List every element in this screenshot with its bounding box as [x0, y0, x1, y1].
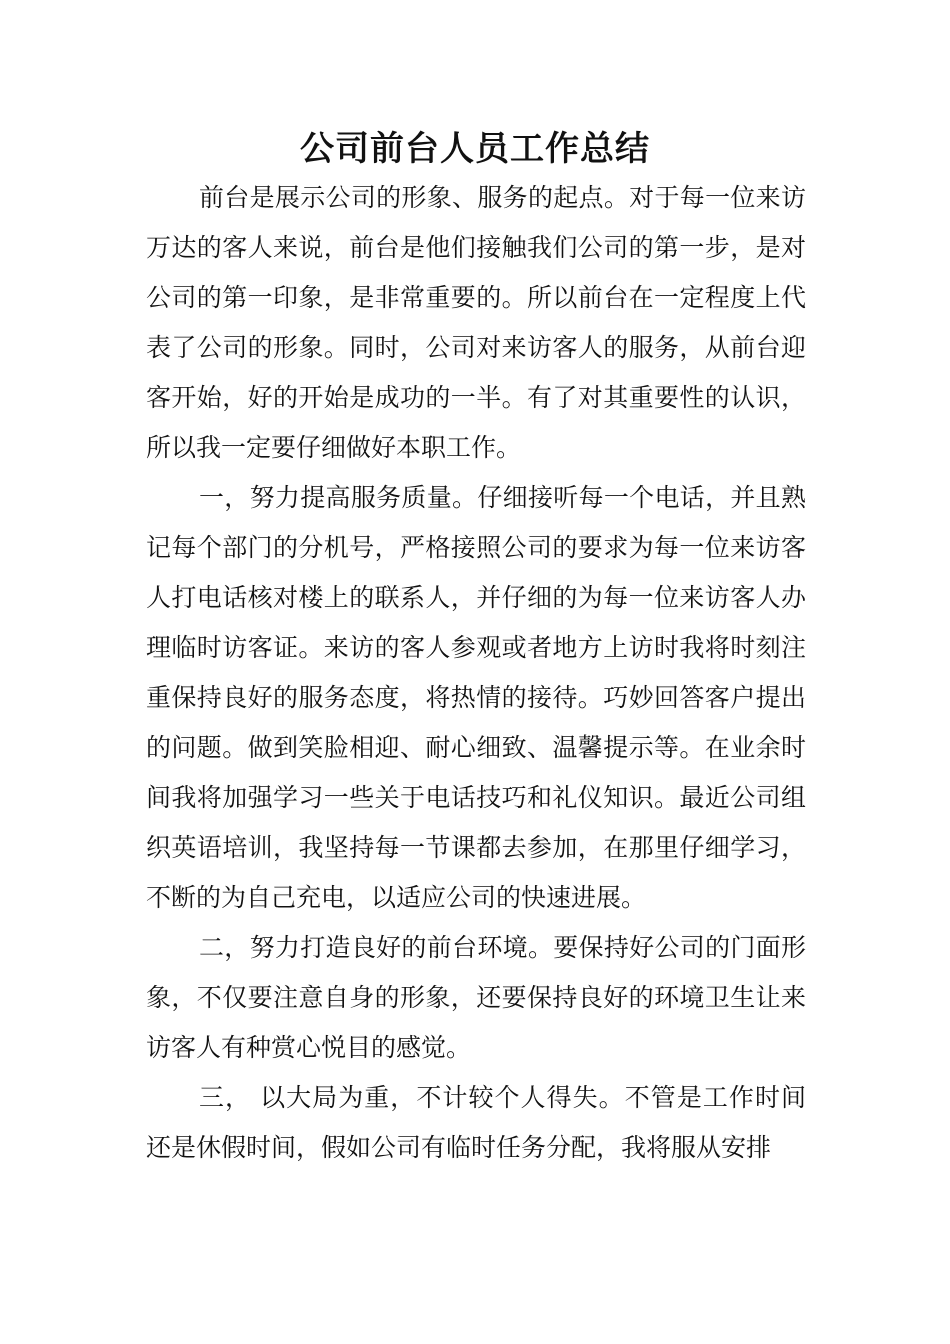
paragraph-overall-interest: 三， 以大局为重，不计较个人得失。不管是工作时间还是休假时间，假如公司有临时任务分配，我将服从安排: [146, 1083, 806, 1162]
document-title: 公司前台人员工作总结: [300, 129, 650, 169]
document-body: [146, 173, 806, 1173]
paragraph-environment: 二，努力打造良好的前台环境。要保持好公司的门面形象，不仅要注意自身的形象，还要保持良好的环境卫生让来访客人有种赏心悦目的感觉。: [146, 933, 806, 1062]
paragraph-intro: 前台是展示公司的形象、服务的起点。对于每一位来访万达的客人来说，前台是他们接触我们公司的第一步，是对公司的第一印象，是非常重要的。所以前台在一定程度上代表了公司的形象。同时，公司对来访客人的服务，从前台迎客开始，好的开始是成功的一半。有了对其重要性的认识，所以我一定要仔细做好本职工作。: [146, 183, 806, 462]
paragraph-service-quality: 一，努力提高服务质量。仔细接听每一个电话，并且熟记每个部门的分机号，严格接照公司的要求为每一位来访客人打电话核对楼上的联系人，并仔细的为每一位来访客人办理临时访客证。来访的客人参观或者地方上访时我将时刻注重保持良好的服务态度，将热情的接待。巧妙回答客户提出的问题。做到笑脸相迎、耐心细致、温馨提示等。在业余时间我将加强学习一些关于电话技巧和礼仪知识。最近公司组织英语培训，我坚持每一节课都去参加，在那里仔细学习，不断的为自己充电，以适应公司的快速进展。: [146, 483, 806, 912]
